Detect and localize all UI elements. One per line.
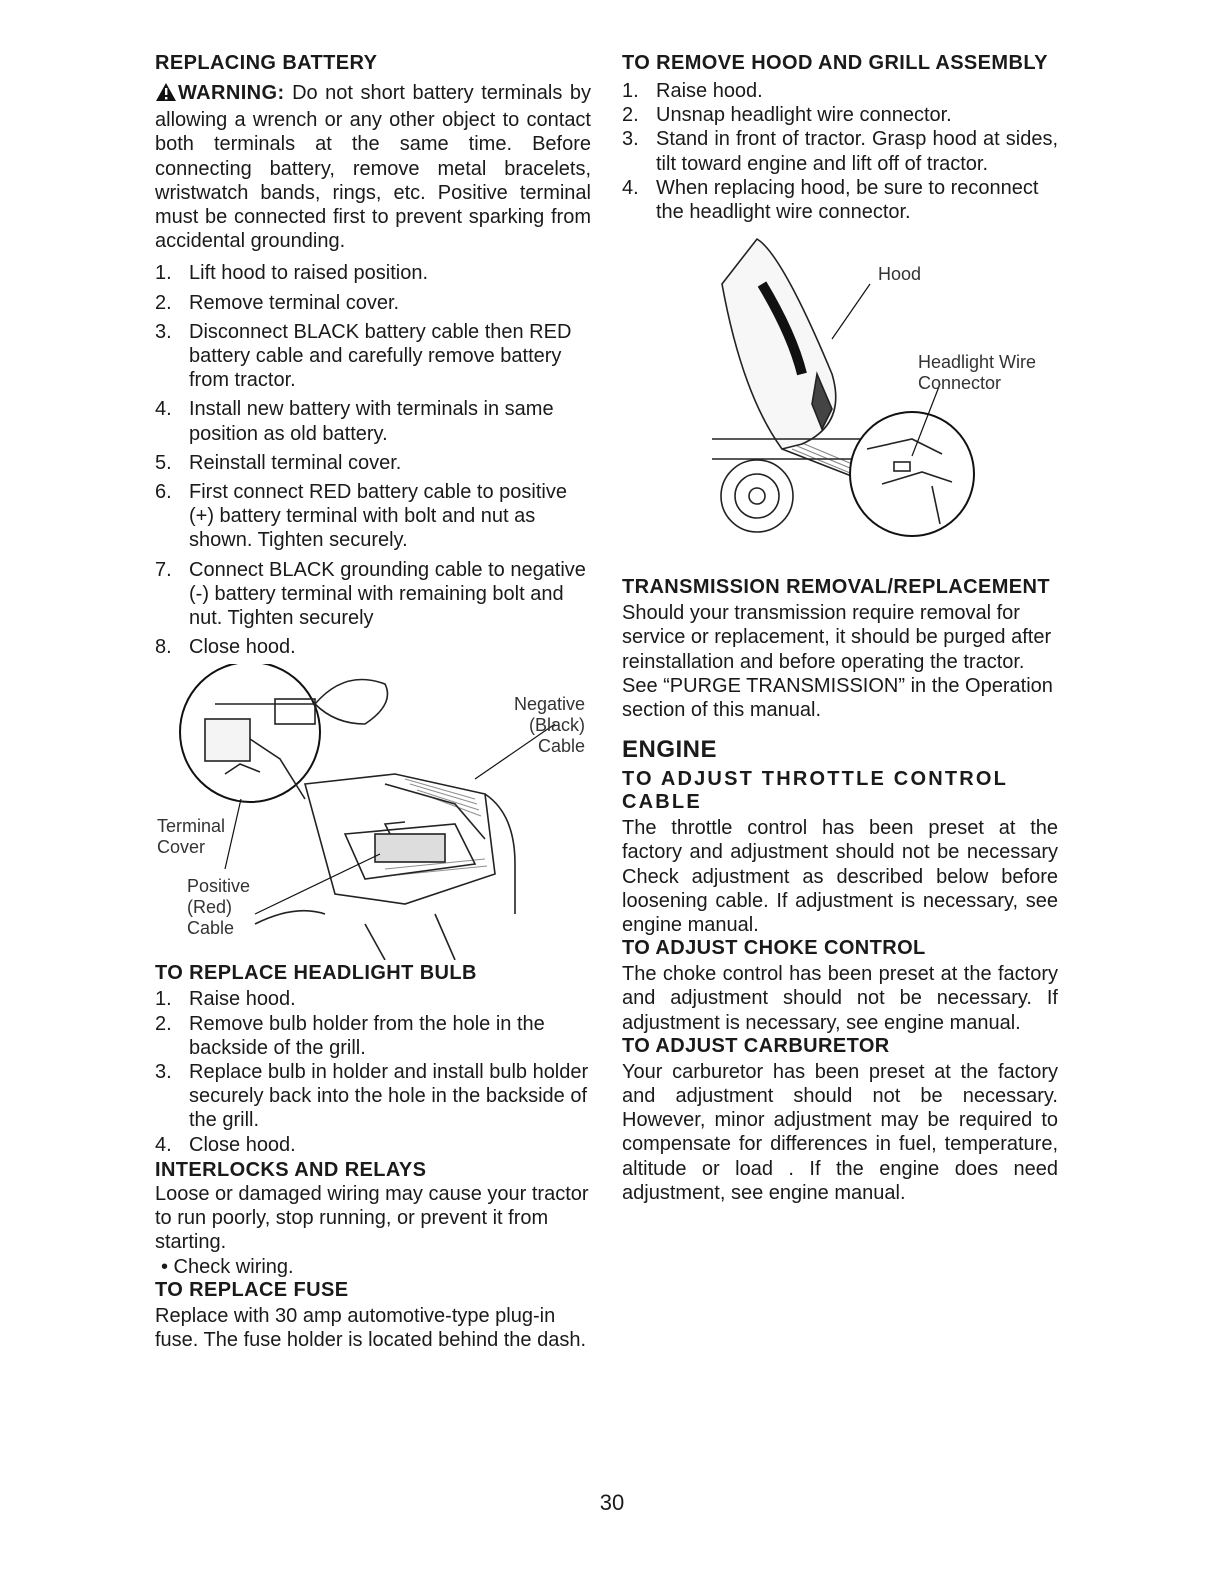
headlight-connector-label: Headlight Wire Connector (918, 352, 1037, 394)
list-item: 3. Stand in front of tractor. Grasp hood at sides, tilt toward engine and lift off of tractor. (622, 128, 1058, 175)
right-column (622, 52, 1058, 1205)
battery-figure (155, 664, 591, 960)
carburetor-heading: TO ADJUST CARBURETOR (622, 1034, 890, 1057)
positive-cable-label: Positive (Red) Cable (187, 876, 251, 939)
throttle-heading: TO ADJUST THROTTLE CONTROL CABLE (622, 768, 1008, 814)
list-item: 8. Close hood. (155, 636, 296, 659)
choke-text: The choke control has been preset at the factory and adjustment should not be necessary. If adjustment is necessary, see engine manual. (622, 963, 1058, 1034)
battery-steps (155, 261, 591, 659)
engine-heading: ENGINE (622, 736, 718, 764)
hood-illustration (622, 224, 1058, 574)
left-column (155, 52, 591, 1352)
headlight-bulb-heading: TO REPLACE HEADLIGHT BULB (155, 962, 477, 985)
list-item: 5. Reinstall terminal cover. (155, 451, 402, 474)
hood-figure (622, 224, 1058, 574)
headlight-steps (155, 987, 591, 1156)
warning-text: Do not short battery terminals by allowing a wrench or any other object to contact both terminals at the same time. Before connecting battery, remove metal bracelets, wristwatch bands, rings, etc. Positive terminal must be connected first to prevent sparking from accidental grounding. (155, 82, 591, 253)
list-item: 4. Close hood. (155, 1133, 296, 1156)
list-item: 1. Raise hood. (155, 988, 296, 1011)
fuse-text: Replace with 30 amp automotive-type plug-in fuse. The fuse holder is located behind the dash. (155, 1304, 587, 1351)
throttle-text: The throttle control has been preset at the factory and adjustment should not be necessary Check adjustment as described below before loosening cable. If adjustment is necessary, see engine manual. (622, 817, 1058, 937)
warning-triangle-icon (155, 82, 177, 108)
hood-steps (622, 79, 1058, 224)
list-item: 4. When replacing hood, be sure to reconnect the headlight wire connector. (622, 176, 1039, 224)
interlocks-heading: INTERLOCKS AND RELAYS (155, 1158, 427, 1181)
list-item: 2. Remove terminal cover. (155, 291, 400, 314)
negative-cable-label: Negative (Black) Cable (513, 694, 585, 757)
list-item: 1. Raise hood. (622, 80, 763, 102)
remove-hood-heading: TO REMOVE HOOD AND GRILL ASSEMBLY (622, 52, 1048, 74)
transmission-text: Should your transmission require removal for service or replacement, it should be purged after reinstallation and before operating the tractor. See “PURGE TRANSMISSION” in the Operation section of this manual. (622, 602, 1053, 722)
carburetor-text: Your carburetor has been preset at the factory and adjustment should not be necessary. However, minor adjustment may be required to compensate for differences in fuel, temperature, altitude or load . If the engine does need adjustment, see engine manual. (622, 1060, 1058, 1204)
list-item: 3. Disconnect BLACK battery cable then RED battery cable and carefully remove battery from tractor. (155, 320, 572, 392)
list-item: 4. Install new battery with terminals in same position as old battery. (155, 398, 554, 445)
replacing-battery-heading: REPLACING BATTERY (155, 52, 378, 74)
list-item: 7. Connect BLACK grounding cable to negative (-) battery terminal with remaining bolt and nut. Tighten securely (155, 558, 586, 630)
transmission-heading: TRANSMISSION REMOVAL/REPLACEMENT (622, 576, 1050, 599)
terminal-cover-label: Terminal Cover (157, 816, 226, 858)
interlocks-text: Loose or damaged wiring may cause your tractor to run poorly, stop running, or prevent it from starting. (155, 1182, 589, 1254)
hood-label: Hood (878, 264, 922, 285)
warning-label: WARNING: (178, 82, 285, 104)
list-item: 2. Unsnap headlight wire connector. (622, 104, 952, 127)
page-number: 30 (599, 1490, 625, 1515)
check-wiring-bullet: • Check wiring. (161, 1255, 294, 1278)
list-item: 1. Lift hood to raised position. (155, 262, 429, 285)
battery-warning (155, 81, 591, 253)
list-item: 3. Replace bulb in holder and install bulb holder securely back into the hole in the backside of the grill. (155, 1061, 589, 1132)
replace-fuse-heading: TO REPLACE FUSE (155, 1278, 349, 1301)
list-item: 6. First connect RED battery cable to positive (+) battery terminal with bolt and nut as shown. Tighten securely. (155, 481, 567, 552)
choke-heading: TO ADJUST CHOKE CONTROL (622, 937, 926, 960)
list-item: 2. Remove bulb holder from the hole in the backside of the grill. (155, 1012, 545, 1059)
